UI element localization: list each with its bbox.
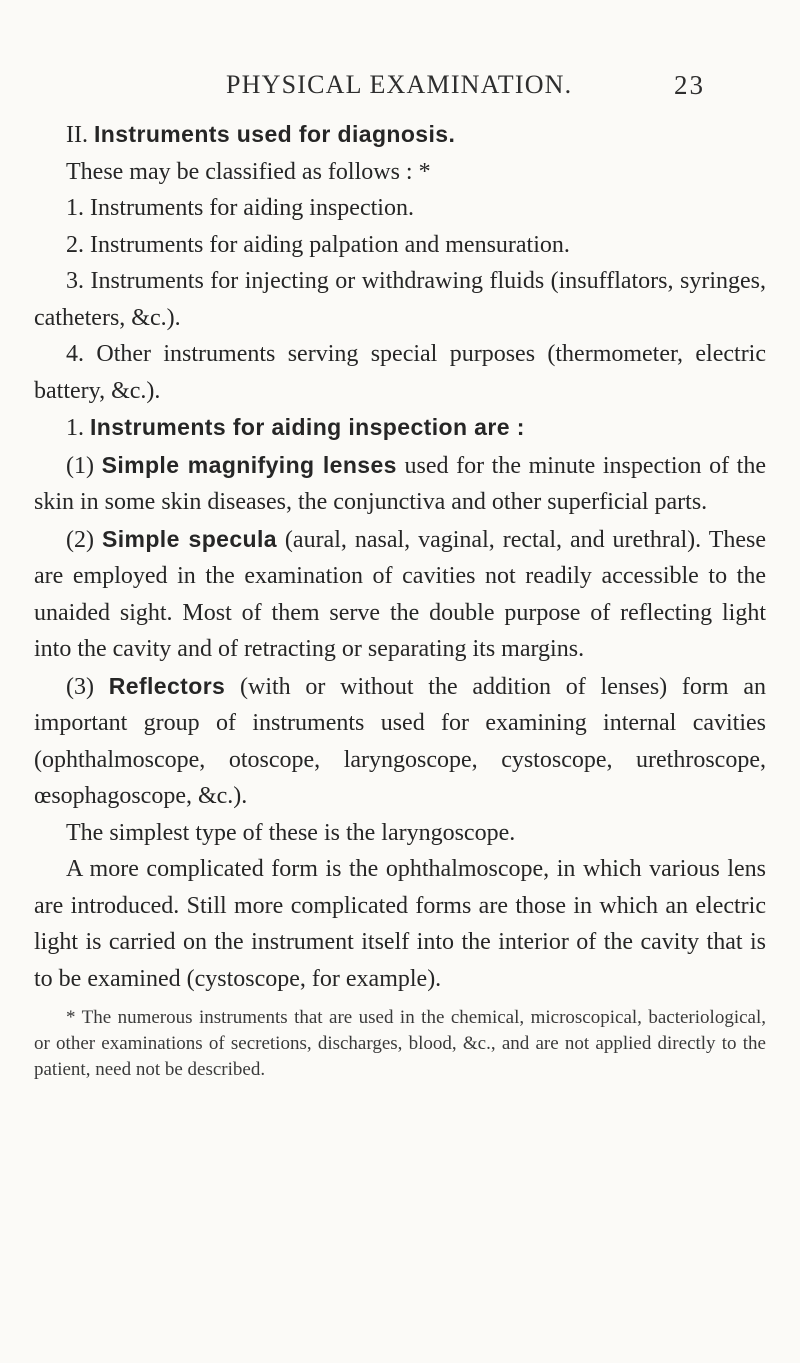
page-number: 23 — [674, 70, 705, 100]
item-number: (1) — [66, 452, 94, 479]
subsection-heading-text: Instruments for aiding inspection are : — [90, 414, 525, 440]
paragraph: The simplest type of these is the laryngoscope. — [66, 819, 516, 846]
list-item: 4. Other instruments serving special purposes (thermometer, electric battery, &c.). — [34, 341, 766, 404]
inspection-item-lenses — [34, 447, 766, 521]
subsection-heading-number: 1. — [66, 415, 84, 441]
item-number: (3) — [66, 673, 94, 700]
item-term: Simple magnifying lenses — [101, 451, 397, 478]
page-header — [0, 70, 800, 110]
list-item: 3. Instruments for injecting or withdrawing fluids (insufflators, syringes, catheters, &c.). — [34, 268, 766, 331]
item-text: used for the minute inspection of the skin in some skin diseases, the conjunctiva and other superficial parts. — [34, 452, 766, 515]
subsection-heading — [34, 409, 766, 447]
paragraph: A more complicated form is the ophthalmoscope, in which various lens are introduced. Still more complicated forms are those in which an electric light is carried on the instrument itself into the interior of the cavity that is to be examined (cystoscope, for example). — [34, 856, 766, 992]
item-term: Reflectors — [108, 672, 226, 699]
page-body — [34, 116, 766, 1083]
inspection-item-reflectors — [34, 668, 766, 815]
item-number: (2) — [66, 526, 94, 553]
inspection-item-specula — [34, 521, 766, 668]
section-heading — [34, 116, 766, 154]
list-item: 1. Instruments for aiding inspection. — [66, 195, 414, 221]
section-heading-text: Instruments used for diagnosis. — [93, 121, 456, 147]
section-heading-number: II. — [66, 122, 88, 148]
item-text: (with or without the addition of lenses) form an important group of instruments used for examining internal cavities (ophthalmoscope, otoscope, laryngoscope, cystoscope, urethroscope, œsophagoscope, &c.). — [34, 673, 767, 809]
section-intro: These may be classified as follows : * — [66, 158, 431, 185]
footnote: * The numerous instruments that are used in the chemical, microscopical, bacteriological, or other examinations of secretions, discharges, blood, &c., and are not applied directly to the patient, need not be described. — [34, 1007, 766, 1080]
running-title: PHYSICAL EXAMINATION. — [226, 70, 573, 99]
list-item: 2. Instruments for aiding palpation and mensuration. — [66, 231, 570, 258]
item-text: (aural, nasal, vaginal, rectal, and urethral). These are employed in the examination of cavities not readily accessible to the unaided sight. Most of them serve the double purpose of reflecting light into the cavity and of retracting or separating its margins. — [34, 526, 767, 662]
item-term: Simple specula — [101, 525, 277, 552]
